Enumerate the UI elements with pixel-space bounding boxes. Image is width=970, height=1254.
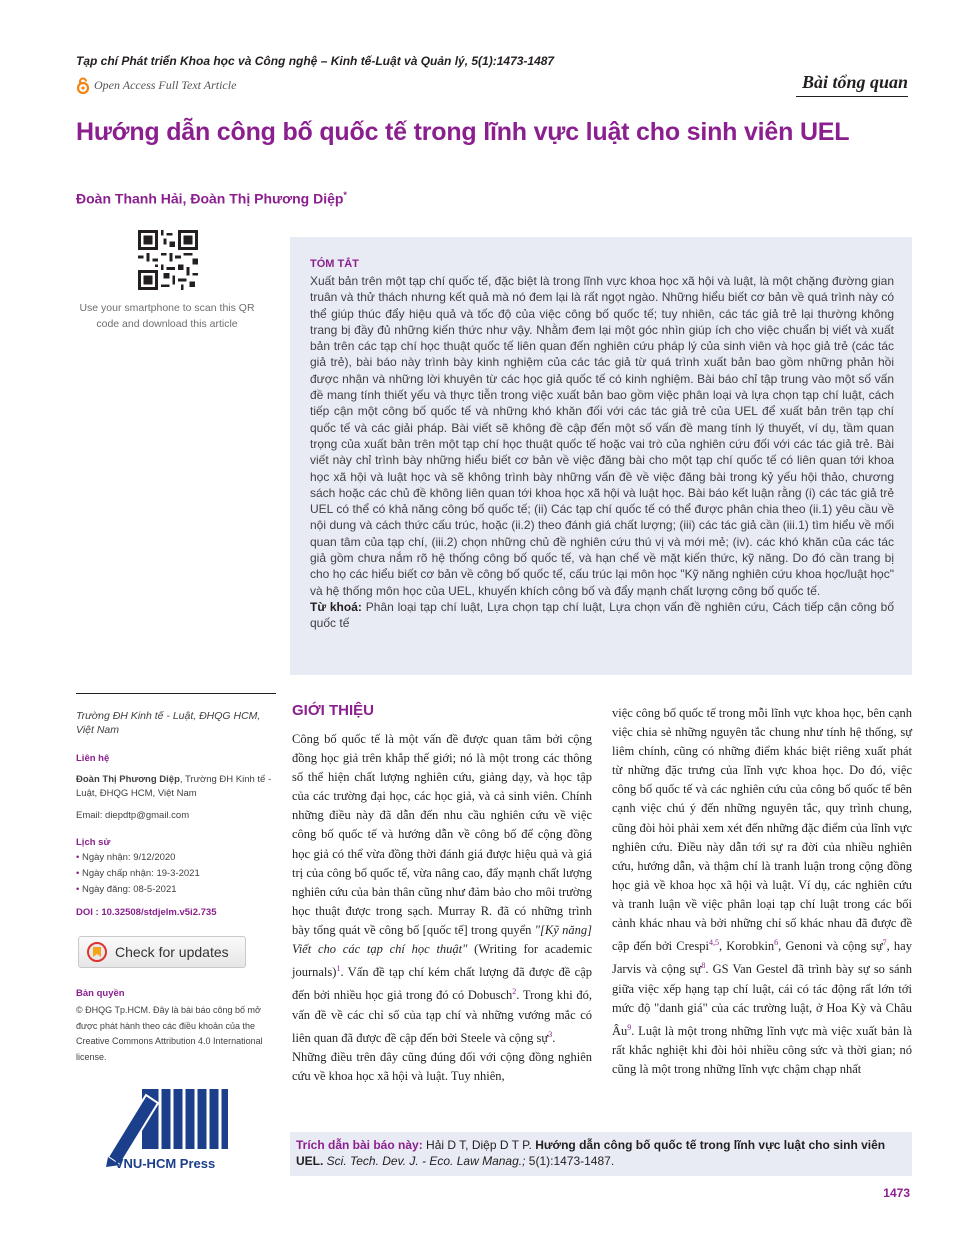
citation-title: Hướng dẫn công bố quốc tế trong lĩnh vực luật cho sinh viên UEL.	[296, 1138, 886, 1168]
ref-link[interactable]: 3	[548, 1029, 553, 1039]
citation	[296, 1137, 910, 1169]
sidebar-rule	[76, 693, 276, 694]
received-date: • Ngày nhận: 9/12/2020	[76, 851, 276, 865]
qr-caption: Use your smartphone to scan this QR code and download this article	[79, 302, 255, 330]
contact-info	[76, 773, 276, 801]
accepted-date: • Ngày chấp nhận: 19-3-2021	[76, 867, 276, 881]
qr-code-icon[interactable]	[138, 230, 198, 290]
journal-line: Tạp chí Phát triển Khoa học và Công nghệ – Kinh tế-Luật và Quản lý, 5(1):1473-1487	[76, 54, 555, 68]
doi-link[interactable]: DOI : 10.32508/stdjelm.v5i2.735	[76, 907, 217, 918]
intro-text: , hay Jarvis và cộng sự	[612, 939, 912, 977]
press-name: VNU-HCM Press	[114, 1156, 216, 1171]
ref-link[interactable]: 2	[512, 987, 517, 997]
intro-text: (Writing for academic journals)	[292, 942, 592, 980]
contact-heading: Liên hệ	[76, 753, 110, 764]
copyright-text: © ĐHQG Tp.HCM. Đây là bài báo công bố mở được phát hành theo các điều khoản của the Creative Commons Attribution 4.0 International license.	[76, 1005, 263, 1062]
check-updates-icon	[87, 942, 107, 962]
open-access-icon	[76, 77, 90, 94]
intro-text: , Korobkin	[718, 939, 775, 954]
keywords-label: Từ khoá:	[310, 599, 362, 614]
page-number: 1473	[883, 1186, 910, 1200]
contact-affiliation: , Trường ĐH Kinh tế - Luật, ĐHQG HCM, Việt Nam	[76, 774, 272, 799]
intro-text: . GS Van Gestel đã trình bày sự so sánh giữa việc xếp hạng tạp chí luật, cái có tác động rất lớn tới mức độ "danh giá" của các trường luật, ở Hoa Kỳ và Châu Âu	[612, 962, 912, 1038]
ref-link[interactable]: 9	[627, 1022, 632, 1032]
contact-name: Đoàn Thị Phương Diệp	[76, 774, 180, 785]
book-title: "[Kỹ năng] Viết cho các tạp chí học thuật"	[292, 922, 592, 957]
intro-text: . Trong khi đó, vấn đề về các chỉ số của tạp chí và những vướng mắc có liên quan đã được đề cập đến bởi Steele và cộng sự	[292, 988, 592, 1045]
intro-text: việc công bố quốc tế trong mỗi lĩnh vực khoa học, bên cạnh việc chia sẻ những nguyên tắc chung như tính hệ thống, sự liêm chính, cũng có những điểm khác biệt riêng xuất phát từ những đặc trưng của lĩnh vực khoa học. Do đó, việc công bố quốc tế và các nghiên cứu của công bố quốc tế bên cạnh việc chú ý đến những nguyên tắc, quy trình chung, cũng đòi hỏi phải xem xét đến những đặc điểm của lĩnh vực nghiên cứu. Điều này dẫn tới sự ra đời của nhiều nghiên cứu, hướng dẫn, và thậm chí là tranh luận trong cộng đồng học giả về khoa học xã hội và luật. Ví dụ, các nghiên cứu và tranh luận về việc phân loại tạp chí luật trong các bối cảnh khác nhau và bởi những chỉ số khác nhau đã được đề cập đến bởi Crespi	[612, 706, 912, 954]
authors	[76, 190, 347, 207]
check-for-updates-button[interactable]	[78, 936, 246, 968]
affiliation: Trường ĐH Kinh tế - Luật, ĐHQG HCM, Việt Nam	[76, 710, 261, 736]
open-access-line	[76, 77, 236, 94]
ref-link[interactable]: 7	[882, 938, 887, 948]
intro-text: . Luật là một trong những lĩnh vực mà việc xuất bản là rất khắc nghiệt khi đòi hỏi nhiều công sức và thời gian; nó cũng là một trong những lĩnh vực chậm chạp nhất	[612, 1023, 912, 1077]
article-title: Hướng dẫn công bố quốc tế trong lĩnh vực luật cho sinh viên UEL	[76, 118, 850, 146]
intro-heading: GIỚI THIỆU	[292, 702, 374, 719]
citation-authors: Hải D T, Diệp D T P.	[422, 1138, 536, 1152]
contact-email[interactable]: Email: diepdtp@gmail.com	[76, 810, 190, 821]
intro-text: Công bố quốc tế là một vấn đề được quan tâm bởi cộng đồng học giả trên khắp thế giới; nó là một trong các thông số thể hiện chất lượng nghiên cứu, giảng dạy, và học tập của các trường đại học, các học giả, và cả sinh viên. Chính những điều này đã dẫn đến nhu cầu nghiên cứu về việc công bố quốc tế và hướng dẫn về công bố để cộng đồng học giả có thể vừa đồng thời đánh giá được hiệu quả và giá trị của công bố quốc tế, vừa nâng cao, đẩy mạnh chất lượng nghiên cứu của bản thân cũng như đảm bảo cho môi trường học thuật được trong sạch. Murray R. đã có những trình bày tổng quát về công bố [quốc tế] trong quyển	[292, 732, 592, 937]
intro-text: Những điều trên đây cũng đúng đối với cộng đồng nghiên cứu về khoa học xã hội và luật. Tuy nhiên,	[292, 1049, 592, 1084]
history-heading: Lịch sử	[76, 837, 111, 848]
abstract-body	[310, 273, 894, 632]
intro-text: .	[552, 1030, 556, 1045]
ref-link[interactable]: 4,5	[708, 938, 719, 948]
ref-link[interactable]: 6	[774, 938, 779, 948]
check-updates-label: Check for updates	[115, 944, 229, 960]
intro-text: , Genoni và cộng sự	[778, 939, 883, 954]
published-date: • Ngày đăng: 08-5-2021	[76, 883, 276, 897]
citation-volume: 5(1):1473-1487.	[525, 1154, 615, 1168]
copyright-heading: Bản quyền	[76, 988, 125, 999]
intro-column-1	[292, 730, 592, 1086]
article-type: Bài tổng quan	[801, 72, 908, 92]
citation-label: Trích dẫn bài báo này:	[296, 1138, 423, 1152]
open-access-label: Open Access Full Text Article	[94, 78, 237, 92]
corresponding-mark: *	[343, 190, 347, 200]
ref-link[interactable]: 1	[336, 964, 341, 974]
author-names: Đoàn Thanh Hải, Đoàn Thị Phương Diệp	[76, 190, 344, 207]
intro-column-2	[612, 704, 912, 1079]
abstract-text: Xuất bản trên một tạp chí quốc tế, đặc biệt là trong lĩnh vực khoa học xã hội và luật, là một chặng đường gian truân và thử thách nhưng kết quả mà nó đem lại là rất ngọt ngào. Những hiểu biết cơ bản về quá trình này có thể giúp thúc đẩy hiệu quả và tốc độ của việc công bố quốc tế; tuy nhiên, các tác giả trẻ lại thường không trang bị đầy đủ những kiến thức như vậy. Nhằm đem lại một góc nhìn giúp ích cho việc chuẩn bị viết và xuất bản trên các tạp chí học thuật quốc tế liên quan đến nghiên cứu pháp lý của sinh viên và học giả trẻ (các tác giả trẻ), bài báo này trình bày kinh nghiệm của các tác giả từ quá trình xuất bản bao gồm những phản hồi được nhận và những lời khuyên từ các học giả quốc tế có kinh nghiệm. Bài báo chỉ tập trung vào một số vấn đề mang tính thiết yếu và thực tiễn trong việc xuất bản bao gồm việc phân loại và lựa chọn tạp chí luật, cách tiếp cận một công bố quốc tế và những khó khăn đối với các tác giả trẻ của UEL để xuất bản trên tạp chí quốc tế và các giải pháp. Bài viết sẽ không đề cập đến một số vấn đề mang tính lý thuyết, ví dụ, tầm quan trọng của xuất bản trên một tạp chí học thuật quốc tế hoặc vai trò của nghiên cứu đối với các tác giả trẻ. Bài viết này chỉ trình bày những hiểu biết cơ bản về việc đăng bài cho một tạp chí quốc tế có liên quan tới khoa học xã hội và luật học và sẽ không trình bày những vấn đề về việc đăng bài trong kỷ yếu hội thảo, chương sách hoặc các chủ đề không liên quan tới khoa học xã hội và luật học. Bài báo kết luận rằng (i) các tác giả trẻ UEL có thể có khả năng công bố quốc tế; (ii) Các tạp chí quốc tế có thể được phân chia theo (ii.1) yêu cầu về nội dung và cách thức cấu trúc, hoặc (ii.2) theo đánh giá chất lượng; (iii) các tác giả cần (iii.1) tìm hiểu về mối quan tâm của tạp chí, (iii.2) chọn những chủ đề nghiên cứu thú vị và mới mẻ; (iv). các khó khăn của các tác giả gồm chưa nắm rõ hệ thống công bố quốc tế, và hạn chế về mặt kiến thức, kỹ năng. Do đó cần trang bị cho họ các hiểu biết cơ bản về công bố quốc tế, cấu trúc lại môn học "Kỹ năng nghiên cứu khoa học/luật học" và hệ thống môn học của UEL, khuyến khích công bố và đẩy mạnh chất lượng công bố quốc tế.	[310, 274, 894, 598]
abstract-heading: TÓM TẮT	[310, 258, 359, 270]
article-type-rule	[796, 96, 908, 97]
keywords: Phân loại tạp chí luật, Lựa chọn tạp chí luật, Lựa chọn vấn đề nghiên cứu, Cách tiếp cận công bố quốc tế	[310, 599, 894, 631]
intro-text: . Vấn đề tạp chí kém chất lượng đã được đề cập đến bởi nhiều học giả trong đó có Dobusch	[292, 965, 592, 1003]
ref-link[interactable]: 8	[701, 961, 706, 971]
citation-journal: Sci. Tech. Dev. J. - Eco. Law Manag.;	[323, 1154, 526, 1168]
